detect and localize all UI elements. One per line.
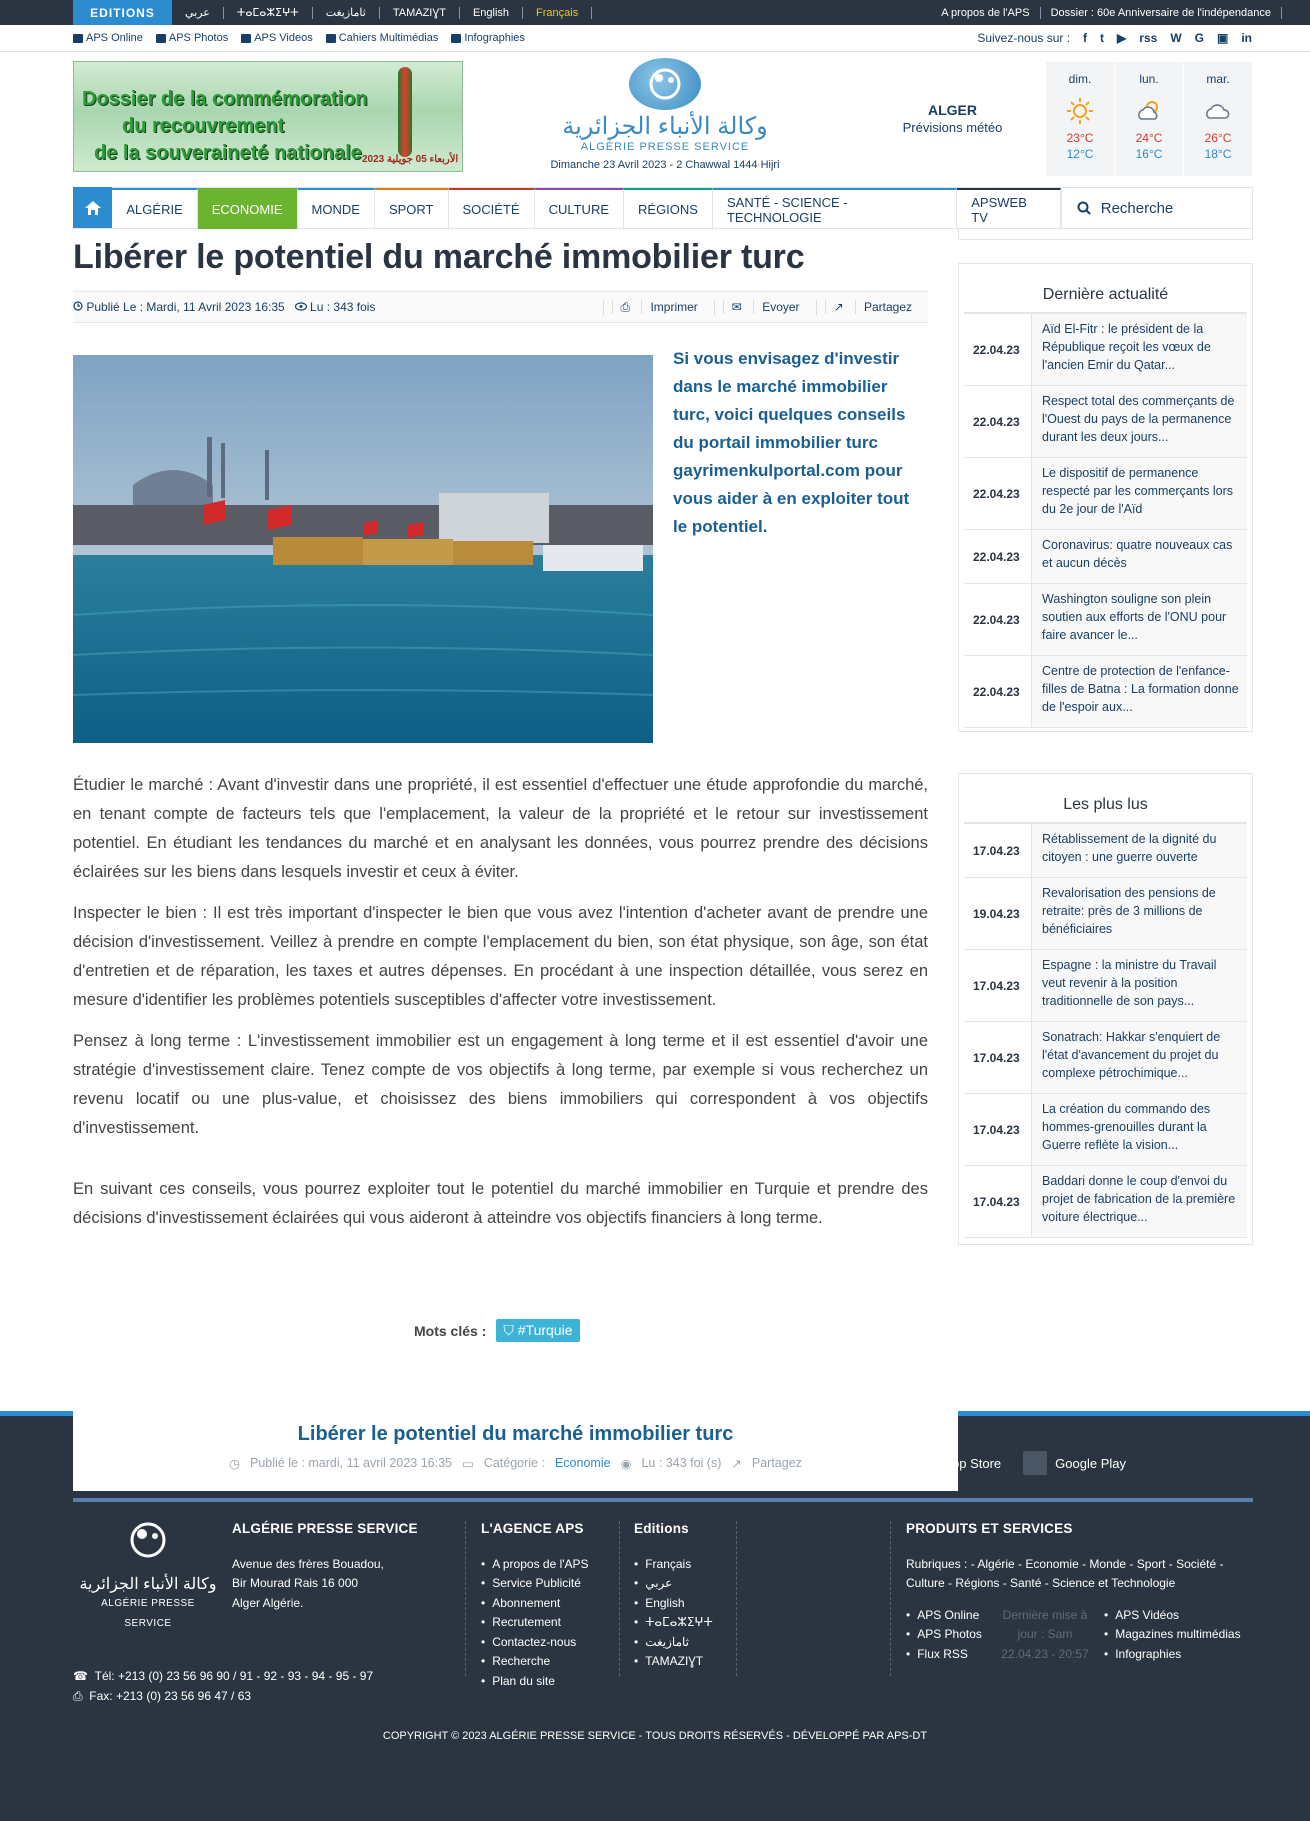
print-icon: ⎙ [612,300,639,314]
sticky-published: Publié le : mardi, 11 avril 2023 16:35 [250,1456,452,1470]
app-store-link[interactable]: pp Store [952,1455,1002,1471]
nav-economie[interactable]: ECONOMIE [198,188,298,229]
footer-products [906,1519,1256,1664]
about-link[interactable]: A propos de l'APS [931,7,1040,19]
aps-photos-link[interactable] [156,32,228,44]
most-read-item[interactable] [964,1166,1247,1238]
aps-online-link[interactable] [73,32,143,44]
forecast-label: Prévisions météo [902,120,1003,135]
google-icon[interactable]: G [1194,31,1204,45]
partly-cloudy-icon [1135,97,1163,125]
lang-tamazight-arabic[interactable]: ثامازيغت [313,7,380,19]
news-text: La création du commando des hommes-grenouilles durant la Guerre reflète la vision... [1031,1094,1247,1165]
nav-societe[interactable]: SOCIÉTÉ [449,188,535,229]
logo-french: ALGÉRIE PRESSE SERVICE [580,141,750,153]
nav-algerie[interactable]: ALGÉRIE [112,188,197,229]
print-label: Imprimer [641,300,705,314]
product-link[interactable]: • Magazines multimédias [1104,1625,1254,1645]
latest-news-title: Dernière actualité [964,264,1247,314]
share-button[interactable] [816,300,928,315]
weather-max: 26°C [1204,131,1232,145]
news-text: Centre de protection de l'enfance-filles de Batna : La formation donne de l'espoir aux... [1031,656,1247,727]
nav-regions[interactable]: RÉGIONS [624,188,713,229]
article [73,229,928,1339]
weather-min: 16°C [1135,147,1163,161]
editions-label: EDITIONS [73,0,172,25]
online-icon [73,34,83,43]
cloud-icon [1204,97,1232,125]
news-date: 22.04.23 [964,656,1031,727]
news-item[interactable] [964,314,1247,386]
news-text: Le dispositif de permanence respecté par les commerçants lors du 2e jour de l'Aïd [1031,458,1247,529]
news-text: Washington souligne son plein soutien aux efforts de l'ONU pour faire avancer le... [1031,584,1247,655]
book-icon [326,34,336,43]
sticky-category-label: Catégorie : [483,1456,545,1470]
weather-min: 18°C [1204,147,1232,161]
rubriques-links[interactable]: Rubriques : - Algérie - Economie - Monde - Sport - Société - Culture - Régions - Santé - Science et Technologie [906,1556,1224,1590]
keywords-label: Mots clés : [414,1322,487,1339]
news-item[interactable] [964,656,1247,728]
banner-line-1: Dossier de la commémoration [82,88,368,110]
product-link[interactable]: • Infographies [1104,1645,1254,1665]
news-date: 22.04.23 [964,458,1031,529]
lang-arabic[interactable]: عربي [172,7,224,19]
news-date: 17.04.23 [964,824,1031,877]
footer [0,1411,1310,1821]
sticky-title[interactable]: Libérer le potentiel du marché immobilier turc [297,1423,734,1445]
sidebar-top-divider [958,229,1253,240]
home-icon [85,201,101,215]
product-link[interactable]: • Flux RSS [906,1645,986,1665]
sticky-meta [73,1456,958,1471]
dossier-link[interactable]: Dossier : 60e Anniversaire de l'indépendance [1041,7,1282,19]
news-text: Respect total des commerçants de l'Ouest du pays de la permanence durant les deux jours... [1031,386,1247,457]
footer-agence [481,1519,621,1691]
aps-videos-label: APS Videos [254,32,313,44]
footer-edition-link[interactable]: • ⵜⴰⵎⴰⵣⵉⵖⵜ [634,1613,744,1633]
main-nav [73,187,1253,229]
tag-icon: ⛉ [503,1322,514,1338]
language-links [172,0,592,25]
search-box[interactable] [1061,188,1253,228]
share-icon: ↗ [731,1457,742,1471]
eye-icon: ◉ [620,1457,632,1471]
footer-separator [890,1521,891,1676]
editions-title: Editions [634,1521,689,1536]
footer-edition-link[interactable]: • TAMAZIƔT [634,1652,744,1672]
footer-address [232,1519,452,1613]
reads-label: Lu : [310,300,331,314]
footer-logo [78,1516,218,1633]
news-text: Coronavirus: quatre nouveaux cas et aucun décès [1031,530,1247,583]
article-paragraph: Pensez à long terme : L'investissement immobilier est un engagement à long terme et il est essentiel d'avoir une stratégie d'investissement claire. Tenez compte de vos objectifs à long terme, par exemple si vous recherchez un revenu locatif ou une plus-value, et choisissez des biens immobiliers qui correspondent à vos objectifs d'investissement. [73,1032,928,1137]
footer-link[interactable]: • Recherche [481,1652,621,1672]
article-body [73,771,928,1245]
search-icon [1077,201,1091,215]
footer-contacts [73,1667,403,1706]
published-date [73,300,285,314]
article-paragraph: Étudier le marché : Avant d'investir dans une propriété, il est essentiel d'effectuer une étude approfondie du marché, en tenant compte de facteurs tels que l'emplacement, la valeur de la propriété et le retour sur investissement potentiel. En étudiant les tendances du marché et en analysant les données, vous pourrez prendre des décisions éclairées sur les biens dans lesquels investir et ceux à éviter. [73,776,928,881]
aps-logo-icon [118,1516,178,1566]
send-button[interactable] [714,300,816,315]
tag-turquie[interactable] [496,1319,579,1342]
print-button[interactable] [603,300,714,315]
footer-separator [736,1521,737,1676]
follow-label: Suivez-nous sur : [977,31,1071,45]
eye-icon [295,302,307,311]
footer-separator [465,1521,466,1676]
footer-separator [619,1521,620,1676]
lang-tamazight-latin[interactable]: TAMAZIƔT [380,7,460,19]
news-item[interactable] [964,458,1247,530]
banner-line-2: du recouvrement [122,115,285,137]
cahiers-link[interactable] [326,32,439,44]
news-text: Sonatrach: Hakkar s'enquiert de l'état d'avancement du projet du complexe pétrochimique... [1031,1022,1247,1093]
tag-label: #Turquie [517,1322,573,1338]
fax-icon: ⎙ [73,1688,83,1703]
rss-icon[interactable]: rss [1139,31,1158,45]
clock-icon: ◷ [229,1457,241,1471]
video-icon [241,34,251,43]
aps-videos-link[interactable] [241,32,313,44]
folder-icon: ▭ [462,1457,474,1471]
copyright: COPYRIGHT © 2023 ALGÉRIE PRESSE SERVICE - TOUS DROITS RÉSERVÉS - DÉVELOPPÉ PAR APS-DT [382,1730,928,1742]
weather-day-name: dim. [1068,72,1092,86]
footer-edition-link[interactable]: • عربي [634,1574,744,1594]
send-label: Evoyer [753,300,807,314]
chart-icon [451,34,461,43]
product-link[interactable]: • APS Online [906,1606,986,1626]
news-date: 17.04.23 [964,950,1031,1021]
aps-logo[interactable] [530,58,800,178]
news-item[interactable] [964,386,1247,458]
nav-sport[interactable]: SPORT [375,188,449,229]
social-follow [977,31,1252,45]
nav-monde[interactable]: MONDE [298,188,375,229]
youtube-icon[interactable]: ▶ [1117,31,1127,45]
published-text: Publié Le : Mardi, 11 Avril 2023 16:35 [86,300,285,314]
news-item[interactable] [964,584,1247,656]
footer-divider [73,1498,1253,1502]
aps-photos-label: APS Photos [168,32,229,44]
sun-icon [1066,97,1094,125]
weather-max: 23°C [1066,131,1094,145]
product-link[interactable]: • APS Photos [906,1625,986,1645]
linkedin-icon[interactable]: in [1241,31,1252,45]
aps-logo-icon [629,58,701,110]
footer-logo-french: ALGÉRIE PRESSE SERVICE [101,1598,195,1629]
header-date: Dimanche 23 Avril 2023 - 2 Chawwal 1444 Hijri [550,159,780,171]
article-image [73,355,653,743]
news-item[interactable] [964,530,1247,584]
lang-french[interactable]: Français [523,7,592,19]
weather-day [1115,62,1183,176]
footer-link[interactable]: • Abonnement [481,1594,621,1614]
news-date: 19.04.23 [964,878,1031,949]
keywords [414,1319,580,1342]
products-title: PRODUITS ET SERVICES [906,1521,1073,1536]
infographies-link[interactable] [451,32,525,44]
footer-edition-link[interactable]: • ثامازيغت [634,1633,744,1653]
infographies-label: Infographies [464,32,525,44]
news-date: 17.04.23 [964,1094,1031,1165]
wikipedia-icon[interactable]: W [1170,31,1182,45]
lang-tifinagh[interactable]: ⵜⴰⵎⴰⵣⵉⵖⵜ [224,7,313,19]
footer-link[interactable]: • Contactez-nous [481,1633,621,1653]
weather-day [1184,62,1252,176]
last-update: Dernière mise à jour : Sam 22.04.23 - 20:57 [1001,1607,1089,1661]
nav-culture[interactable]: CULTURE [535,188,624,229]
footer-org-title: ALGÉRIE PRESSE SERVICE [232,1521,418,1536]
weather-city [870,102,1035,135]
address-line: Bir Mourad Rais 16 000 [232,1576,359,1590]
news-date: 22.04.23 [964,584,1031,655]
weather-max: 24°C [1135,131,1163,145]
share-icon: ↗ [825,300,852,314]
top-right-links [931,0,1282,25]
product-link[interactable]: • APS Vidéos [1104,1606,1254,1626]
media-bar [0,25,1310,52]
news-text: Espagne : la ministre du Travail veut revenir à la position traditionnelle de son pays... [1031,950,1247,1021]
article-paragraph: Inspecter le bien : Il est très important d'inspecter le bien que vous avez l'intention d'acheter avant de prendre une décision d'investissement. Veillez à prendre en compte l'emplacement du bien, son état physique, son âge, son état d'entretien et de réparation, les taxes et autres dépenses. En procédant à une inspection détaillée, vous serez en mesure d'identifier les problèmes potentiels susceptibles d'affecter votre investissement. [73,904,928,1009]
cahiers-label: Cahiers Multimédias [338,32,439,44]
footer-edition-link[interactable]: • English [634,1594,744,1614]
google-play-link[interactable] [1023,1451,1126,1475]
phone-icon: ☎ [73,1669,88,1683]
most-read-item[interactable] [964,950,1247,1022]
address-line: Avenue des frères Bouadou, [232,1556,384,1571]
flag-ribbon [398,67,412,157]
most-read-item[interactable] [964,1022,1247,1094]
footer-editions [634,1519,744,1672]
latest-news-widget [958,263,1253,732]
footer-link[interactable]: • Service Publicité [481,1574,621,1594]
footer-edition-link[interactable]: • Français [634,1555,744,1575]
weather-day [1046,62,1114,176]
nav-apsweb-tv[interactable]: APSWEB TV [957,188,1060,229]
clock-icon [73,301,83,311]
news-date: 22.04.23 [964,314,1031,385]
commemoration-banner[interactable] [73,61,463,172]
footer-link[interactable]: • Recrutement [481,1613,621,1633]
nav-sante-science[interactable]: SANTÉ - SCIENCE - TECHNOLOGIE [713,188,957,229]
article-title: Libérer le potentiel du marché immobilier turc [73,238,805,276]
phone-text: Tél: +213 (0) 23 56 96 90 / 91 - 92 - 93 - 94 - 95 - 97 [94,1669,374,1683]
reads-suffix: fois [356,300,376,314]
address-line: Alger Algérie. [232,1595,304,1610]
sticky-article-bar [73,1411,958,1491]
weather-day-name: mar. [1206,72,1230,86]
most-read-title: Les plus lus [964,774,1247,824]
phone-line [73,1667,403,1687]
most-read-item[interactable] [964,878,1247,950]
reads-count: 343 [333,300,354,314]
most-read-item[interactable] [964,1094,1247,1166]
article-lead: Si vous envisagez d'investir dans le marché immobilier turc, voici quelques conseils du portail immobilier turc gayrimenkulportal.com pour vous aider à en exploiter tout le potentiel. [673,349,910,536]
weather-day-name: lun. [1139,72,1159,86]
news-date: 17.04.23 [964,1166,1031,1237]
envelope-icon: ✉ [723,300,750,314]
article-paragraph: En suivant ces conseils, vous pourrez exploiter tout le potentiel du marché immobilier en Turquie et prendre des décisions d'investissement éclairées qui vous aideront à atteindre vos objectifs financiers à long terme. [73,1180,928,1227]
share-label: Partagez [855,300,920,314]
footer-logo-arabic: وكالة الأنباء الجزائرية [79,1575,217,1593]
news-text: Baddari donne le coup d'envoi du projet de fabrication de la première voiture électrique... [1031,1166,1247,1237]
home-button[interactable] [73,187,112,228]
news-date: 22.04.23 [964,530,1031,583]
media-links [73,32,538,44]
news-date: 17.04.23 [964,1022,1031,1093]
camera-icon [156,34,166,43]
read-count [295,300,376,314]
news-text: Revalorisation des pensions de retraite: près de 3 millions de bénéficiaires [1031,878,1247,949]
banner-line-3: de la souveraineté nationale [94,142,362,164]
news-text: Rétablissement de la dignité du citoyen : une guerre ouverte [1031,824,1247,877]
most-read-widget [958,773,1253,1245]
most-read-item[interactable] [964,824,1247,878]
agence-title: L'AGENCE APS [481,1521,584,1536]
twitter-icon[interactable]: t [1100,31,1105,45]
header [0,52,1310,187]
sticky-share[interactable]: Partagez [751,1456,802,1470]
search-placeholder: Recherche [1100,199,1174,217]
aps-online-label: APS Online [86,32,143,44]
footer-link[interactable]: • A propos de l'APS [481,1555,621,1575]
city-name: ALGER [928,102,977,118]
google-play-label: Google Play [1055,1455,1126,1471]
article-meta [73,291,928,323]
logo-arabic: وكالة الأنباء الجزائرية [562,113,768,140]
sticky-category-link[interactable]: Economie [554,1456,611,1470]
weather-min: 12°C [1066,147,1094,161]
facebook-icon[interactable]: f [1083,31,1088,45]
top-bar [0,0,1310,25]
banner-date: الأربعاء 05 جويلية 2023 [362,154,459,165]
news-date: 22.04.23 [964,386,1031,457]
lang-english[interactable]: English [460,7,523,19]
sticky-reads: Lu : 343 foi (s) [641,1456,722,1470]
map-icon[interactable]: ▣ [1216,31,1229,45]
news-text: Aïd El-Fitr : le président de la République reçoit les vœux de l'ancien Emir du Qatar... [1031,314,1247,385]
android-icon [1023,1451,1047,1475]
app-stores [952,1451,1126,1475]
fax-text: Fax: +213 (0) 23 56 96 47 / 63 [89,1688,252,1703]
fax-line [73,1687,403,1707]
footer-link[interactable]: • Plan du site [481,1672,621,1692]
